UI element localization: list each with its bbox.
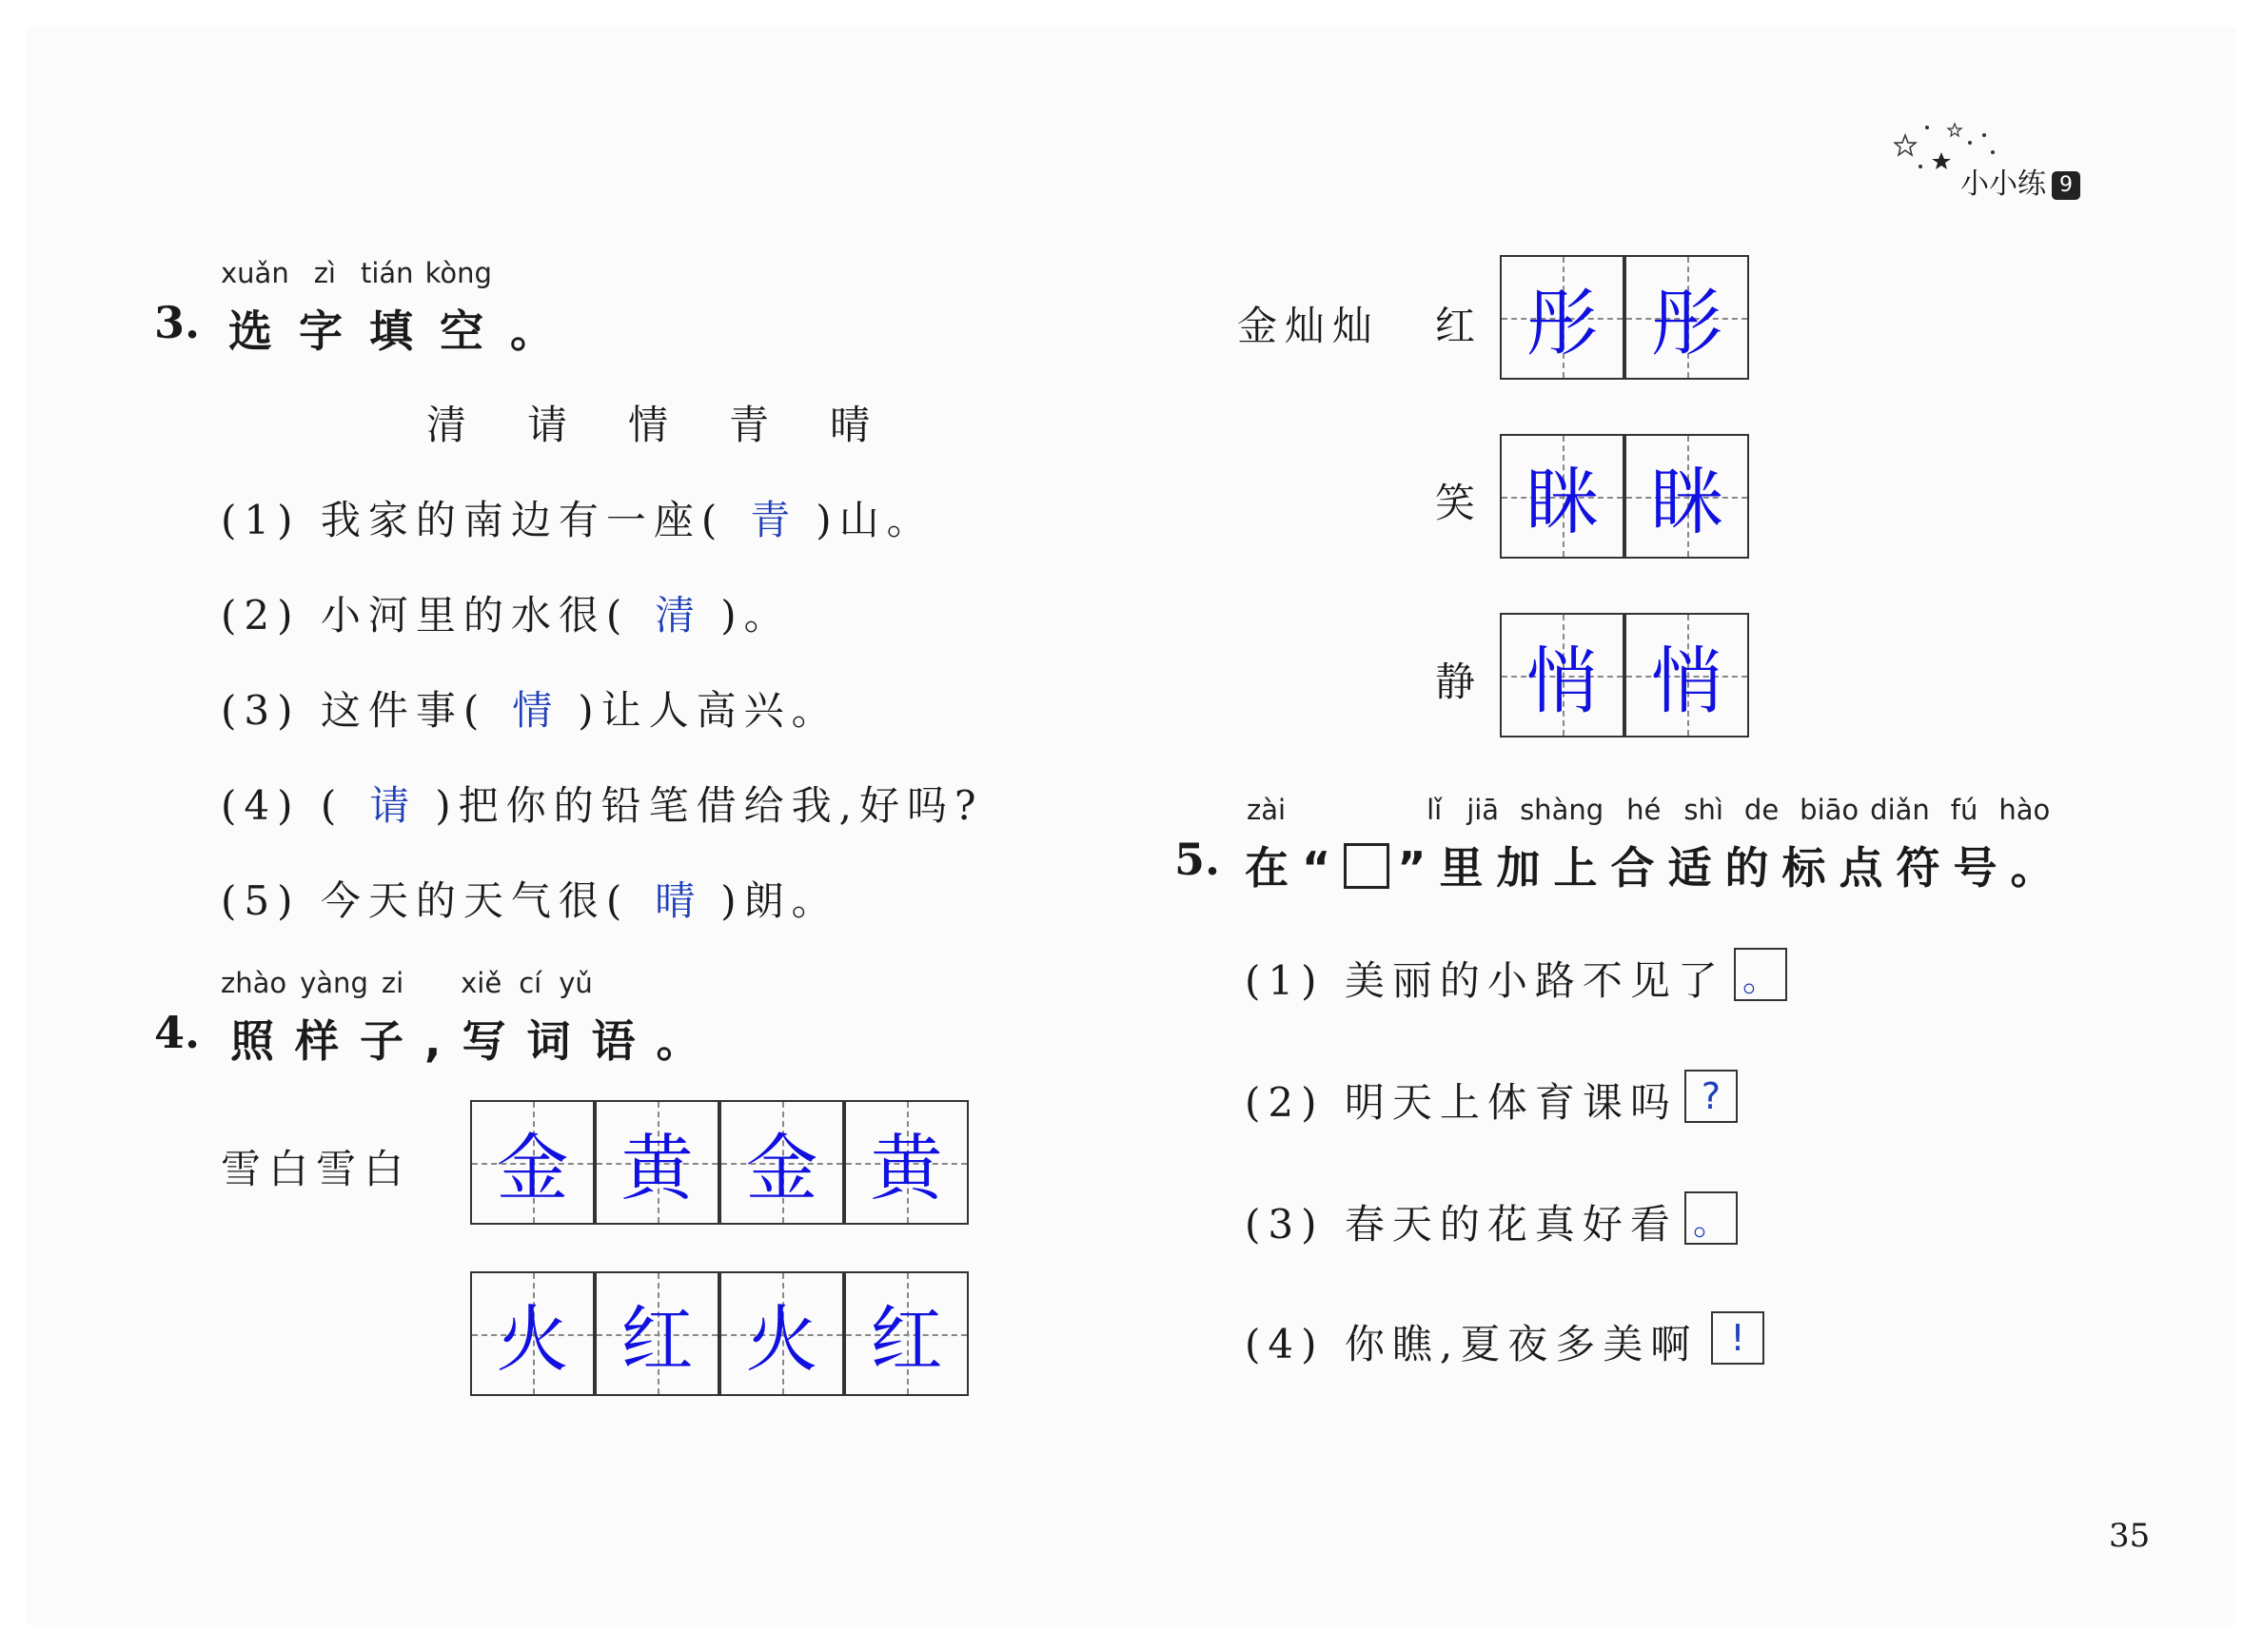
punct-answer-3: 。 <box>1684 1191 1738 1245</box>
q4-given-3: 静 <box>1435 659 1484 705</box>
q3-item-1: (1) 我家的南边有一座( 青 )山。 <box>221 489 935 546</box>
answer-3: 情 <box>512 687 553 734</box>
grid-cell: 眯 <box>1624 434 1749 559</box>
punct-answer-4: ! <box>1711 1311 1764 1365</box>
q4-title: 照样子,写词语。 <box>230 1015 721 1067</box>
q3-choices: 清 请 情 青 晴 <box>426 402 878 448</box>
grid-cell: 金 <box>719 1100 844 1225</box>
section-badge: 9 <box>2052 171 2080 200</box>
q3-title: 选字填空。 <box>228 305 581 357</box>
q3-item-4: (4) ( 请 )把你的铅笔借给我,好吗? <box>221 775 984 832</box>
q4-prompt-1: 金灿灿 <box>1237 303 1381 349</box>
q4-example: 雪白雪白 <box>221 1146 412 1192</box>
grid-cell: 悄 <box>1500 613 1624 738</box>
q3-item-2: (2) 小河里的水很( 清 )。 <box>221 584 792 641</box>
q3-number: 3. <box>154 297 201 348</box>
q5-item-4: (4) 你瞧,夏夜多美啊 <box>1245 1321 1699 1367</box>
punct-answer-2: ? <box>1684 1070 1738 1123</box>
q5-pinyin: zài lǐ jiā shàng hé shì de biāo diǎn fú hào <box>1247 794 2051 826</box>
q5-title: 在“ ”里加上合适的标点符号。 <box>1245 842 2068 894</box>
punct-answer-1: 。 <box>1734 948 1787 1001</box>
q3-item-3: (3) 这件事( 情 )让人高兴。 <box>221 679 839 737</box>
answer-2: 清 <box>655 592 696 639</box>
q3-pinyin: xuǎn zì tián kòng <box>221 257 492 289</box>
q5-item-3: (3) 春天的花真好看 <box>1245 1201 1678 1248</box>
answer-4: 请 <box>369 782 410 829</box>
grid-cell: 火 <box>719 1271 844 1396</box>
grid-cell: 彤 <box>1624 255 1749 380</box>
q5-item-1: (1) 美丽的小路不见了 <box>1245 957 1725 1004</box>
section-label-text: 小小练 <box>1960 167 2046 201</box>
grid-cell: 火 <box>470 1271 595 1396</box>
q4-given-2: 笑 <box>1435 480 1484 526</box>
grid-cell: 眯 <box>1500 434 1624 559</box>
grid-cell: 红 <box>844 1271 969 1396</box>
q5-item-2: (2) 明天上体育课吗 <box>1245 1079 1678 1126</box>
q4-number: 4. <box>154 1007 201 1058</box>
blank-box-icon <box>1344 843 1389 889</box>
answer-5: 晴 <box>655 877 696 924</box>
grid-cell: 金 <box>470 1100 595 1225</box>
grid-cell: 悄 <box>1624 613 1749 738</box>
grid-cell: 彤 <box>1500 255 1624 380</box>
grid-cell: 黄 <box>844 1100 969 1225</box>
page-number: 35 <box>2109 1517 2151 1555</box>
answer-1: 青 <box>750 497 791 543</box>
grid-cell: 黄 <box>595 1100 719 1225</box>
q3-item-5: (5) 今天的天气很( 晴 )朗。 <box>221 870 839 927</box>
q4-pinyin: zhào yàng zi xiě cí yǔ <box>221 967 593 999</box>
section-label <box>1960 160 2080 202</box>
q4-given-1: 红 <box>1435 303 1484 349</box>
q5-number: 5. <box>1174 834 1221 885</box>
grid-cell: 红 <box>595 1271 719 1396</box>
